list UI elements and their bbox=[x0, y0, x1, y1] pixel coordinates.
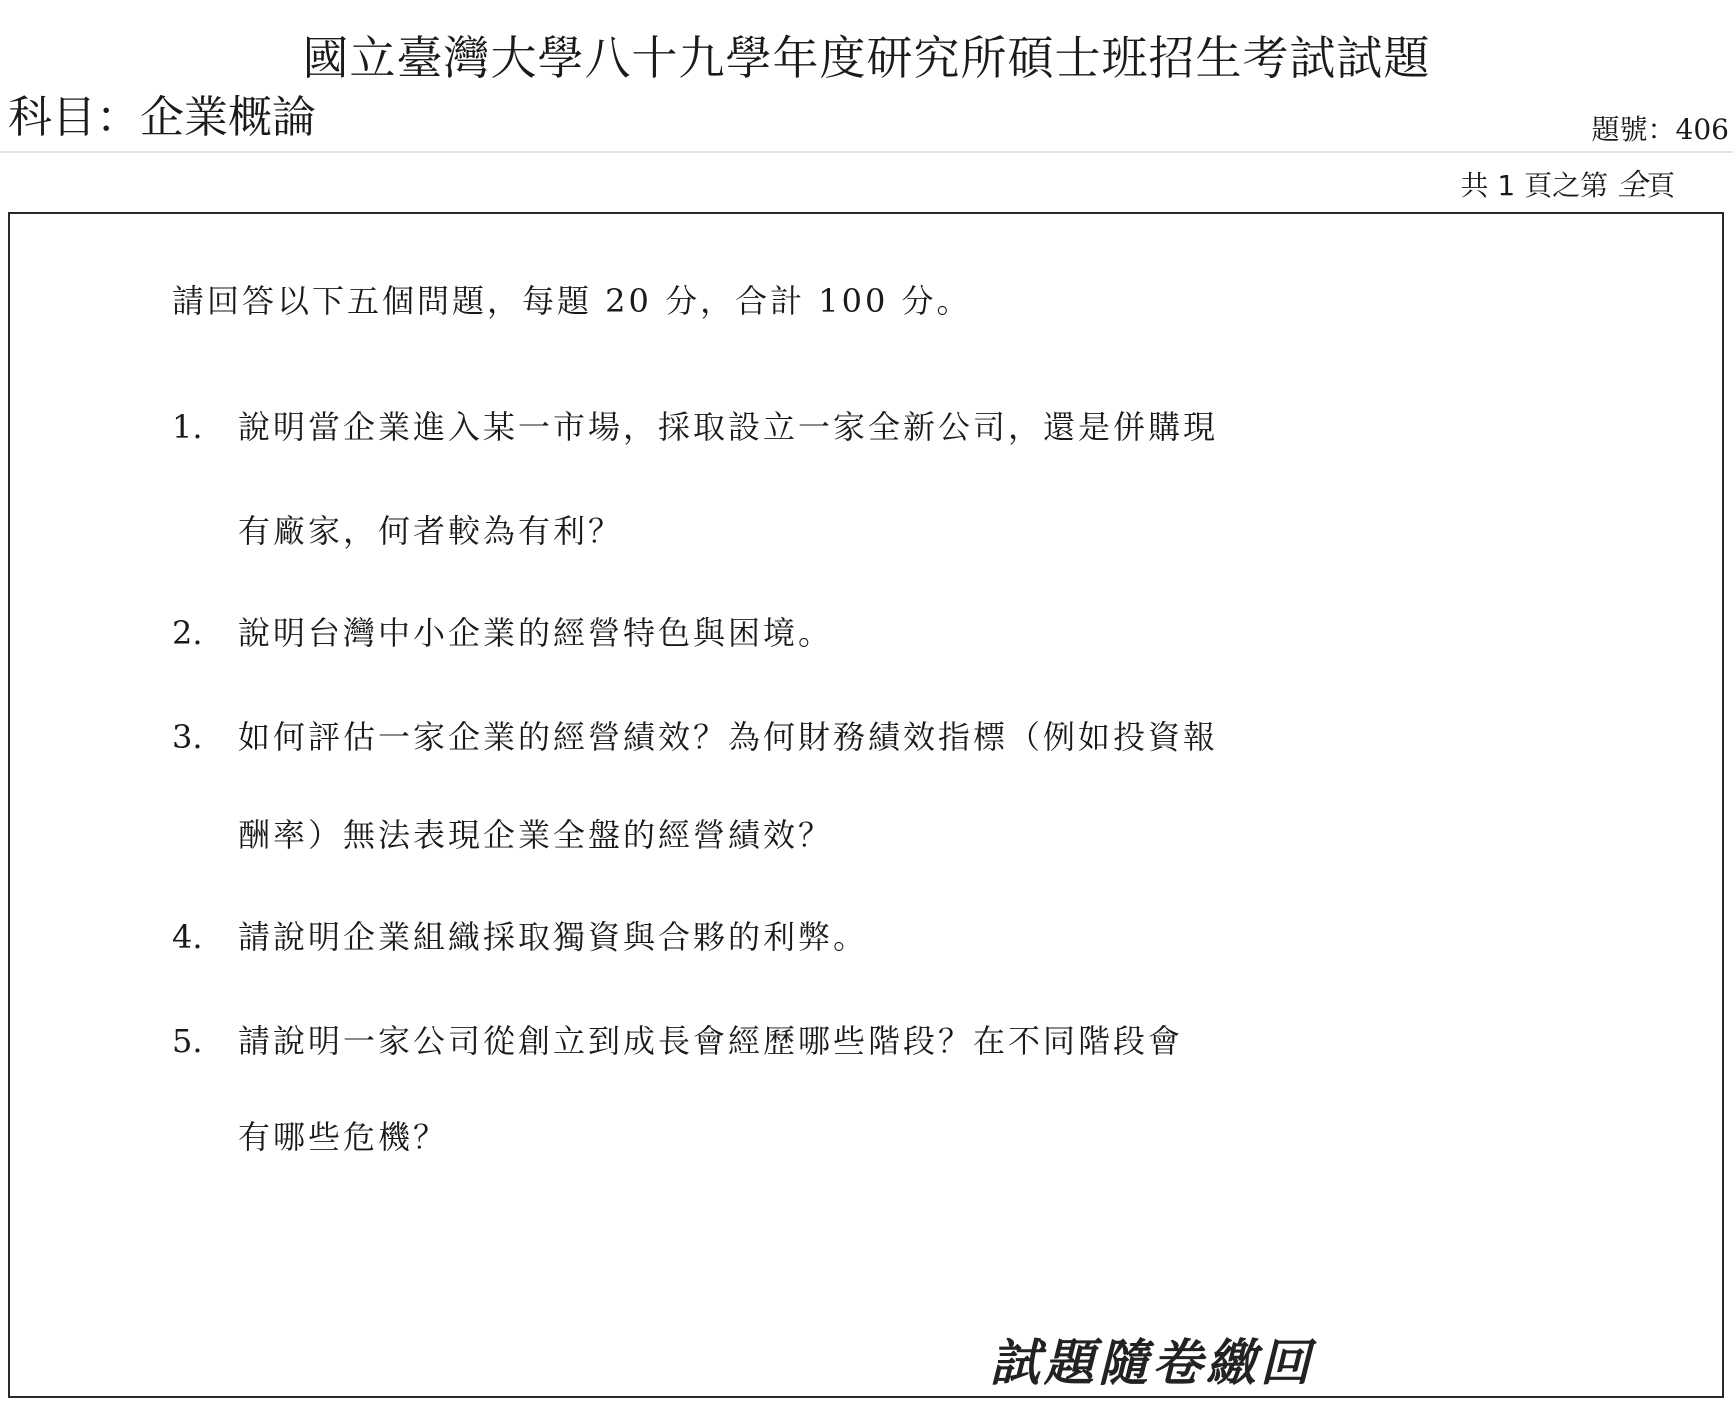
exam-number-value: 406 bbox=[1675, 113, 1729, 146]
scan-line-divider bbox=[0, 151, 1733, 153]
question-number: 3. bbox=[172, 718, 203, 756]
page-info bbox=[1460, 166, 1675, 206]
question-number: 5. bbox=[172, 1022, 203, 1060]
subject-label: 科目：企業概論 bbox=[8, 92, 316, 143]
page-info-suffix: 頁 bbox=[1646, 169, 1675, 202]
question-text-line: 如何評估一家企業的經營績效？為何財務績效指標（例如投資報 bbox=[238, 718, 1219, 756]
question-text-line: 說明當企業進入某一市場，採取設立一家全新公司，還是併購現 bbox=[238, 408, 1219, 446]
question-text-line: 有廠家，何者較為有利？ bbox=[238, 512, 624, 550]
page-info-handwritten: 全 bbox=[1616, 168, 1647, 203]
exam-number-label: 題號： bbox=[1591, 113, 1676, 146]
exam-number bbox=[1592, 110, 1729, 150]
question-text-line: 說明台灣中小企業的經營特色與困境。 bbox=[238, 614, 834, 652]
question-text-line: 酬率）無法表現企業全盤的經營績效？ bbox=[238, 816, 834, 854]
page-info-prefix: 共 1 頁之第 bbox=[1460, 169, 1609, 202]
question-number: 4. bbox=[172, 918, 203, 956]
return-paper-stamp: 試題隨卷繳回 bbox=[990, 1333, 1314, 1392]
question-box bbox=[8, 212, 1724, 1398]
question-number: 1. bbox=[172, 408, 203, 446]
exam-title: 國立臺灣大學八十九學年度研究所碩士班招生考試試題 bbox=[302, 31, 1431, 85]
question-number: 2. bbox=[172, 614, 203, 652]
question-text-line: 請說明企業組織採取獨資與合夥的利弊。 bbox=[238, 918, 869, 956]
question-text-line: 請說明一家公司從創立到成長會經歷哪些階段？在不同階段會 bbox=[238, 1022, 1184, 1060]
question-text-line: 有哪些危機？ bbox=[238, 1118, 449, 1156]
instructions: 請回答以下五個問題，每題 20 分，合計 100 分。 bbox=[172, 282, 972, 320]
